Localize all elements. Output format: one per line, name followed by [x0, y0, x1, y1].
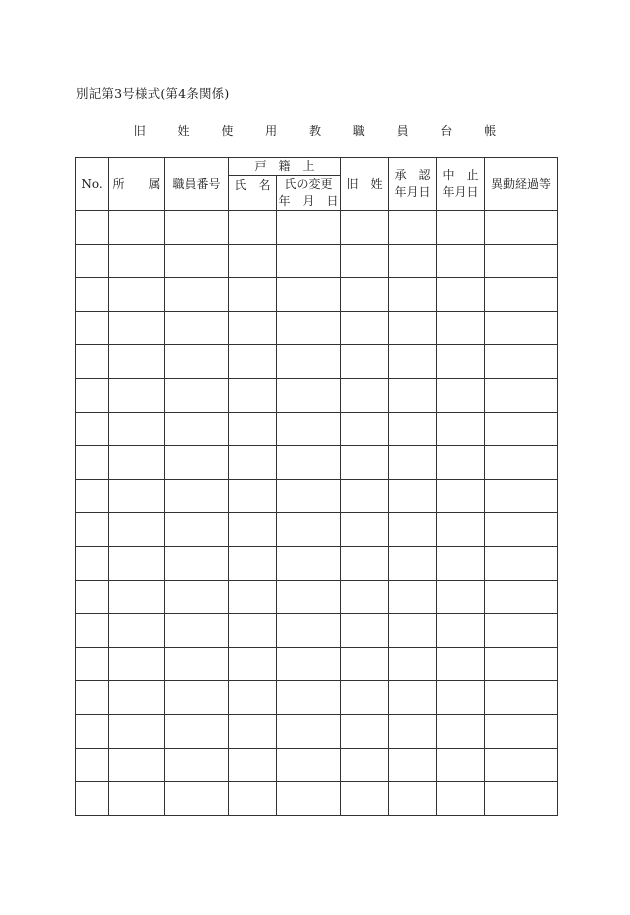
- cell-full-name[interactable]: [229, 580, 277, 614]
- cell-staff-number[interactable]: [165, 211, 229, 245]
- cell-staff-number[interactable]: [165, 446, 229, 480]
- cell-full-name[interactable]: [229, 378, 277, 412]
- header-staff-number: 職員番号: [165, 158, 229, 211]
- cell-department[interactable]: [109, 714, 165, 748]
- cell-no[interactable]: [76, 278, 109, 312]
- cell-former-surname[interactable]: [341, 614, 389, 648]
- cell-former-surname[interactable]: [341, 412, 389, 446]
- cell-discontinued-date[interactable]: [437, 614, 485, 648]
- cell-full-name[interactable]: [229, 647, 277, 681]
- cell-approval-date[interactable]: [389, 580, 437, 614]
- header-full-name: 氏 名: [229, 176, 277, 211]
- cell-discontinued-date[interactable]: [437, 513, 485, 547]
- cell-history[interactable]: [485, 311, 558, 345]
- table-row: [76, 782, 558, 816]
- cell-full-name[interactable]: [229, 513, 277, 547]
- cell-staff-number[interactable]: [165, 278, 229, 312]
- cell-former-surname[interactable]: [341, 479, 389, 513]
- cell-no[interactable]: [76, 580, 109, 614]
- cell-department[interactable]: [109, 513, 165, 547]
- cell-discontinued-date[interactable]: [437, 681, 485, 715]
- cell-staff-number[interactable]: [165, 378, 229, 412]
- cell-full-name[interactable]: [229, 311, 277, 345]
- cell-approval-date[interactable]: [389, 311, 437, 345]
- cell-approval-date[interactable]: [389, 546, 437, 580]
- cell-no[interactable]: [76, 244, 109, 278]
- cell-full-name[interactable]: [229, 412, 277, 446]
- cell-former-surname[interactable]: [341, 345, 389, 379]
- cell-discontinued-date[interactable]: [437, 278, 485, 312]
- cell-staff-number[interactable]: [165, 647, 229, 681]
- cell-discontinued-date[interactable]: [437, 714, 485, 748]
- cell-staff-number[interactable]: [165, 412, 229, 446]
- cell-discontinued-date[interactable]: [437, 782, 485, 816]
- cell-approval-date[interactable]: [389, 378, 437, 412]
- header-no: No.: [76, 158, 109, 211]
- cell-name-change-date[interactable]: [277, 244, 341, 278]
- cell-history[interactable]: [485, 647, 558, 681]
- cell-no[interactable]: [76, 714, 109, 748]
- cell-approval-date[interactable]: [389, 782, 437, 816]
- header-name-change-line1: 氏の変更: [284, 177, 333, 191]
- cell-discontinued-date[interactable]: [437, 211, 485, 245]
- header-discontinued-line2: 年月日: [442, 185, 479, 199]
- cell-approval-date[interactable]: [389, 681, 437, 715]
- cell-history[interactable]: [485, 580, 558, 614]
- cell-discontinued-date[interactable]: [437, 345, 485, 379]
- cell-department[interactable]: [109, 782, 165, 816]
- cell-no[interactable]: [76, 446, 109, 480]
- header-name-change-line2: 年 月 日: [278, 194, 339, 208]
- cell-name-change-date[interactable]: [277, 479, 341, 513]
- cell-discontinued-date[interactable]: [437, 412, 485, 446]
- cell-full-name[interactable]: [229, 345, 277, 379]
- cell-staff-number[interactable]: [165, 614, 229, 648]
- cell-department[interactable]: [109, 748, 165, 782]
- cell-full-name[interactable]: [229, 211, 277, 245]
- cell-name-change-date[interactable]: [277, 412, 341, 446]
- table-row: [76, 681, 558, 715]
- cell-discontinued-date[interactable]: [437, 378, 485, 412]
- cell-department[interactable]: [109, 614, 165, 648]
- cell-department[interactable]: [109, 311, 165, 345]
- cell-discontinued-date[interactable]: [437, 647, 485, 681]
- cell-no[interactable]: [76, 211, 109, 245]
- cell-staff-number[interactable]: [165, 748, 229, 782]
- cell-former-surname[interactable]: [341, 513, 389, 547]
- cell-name-change-date[interactable]: [277, 278, 341, 312]
- cell-full-name[interactable]: [229, 244, 277, 278]
- cell-no[interactable]: [76, 345, 109, 379]
- cell-history[interactable]: [485, 244, 558, 278]
- cell-name-change-date[interactable]: [277, 614, 341, 648]
- cell-department[interactable]: [109, 546, 165, 580]
- cell-staff-number[interactable]: [165, 546, 229, 580]
- table-row: [76, 546, 558, 580]
- cell-department[interactable]: [109, 412, 165, 446]
- table-row: [76, 580, 558, 614]
- cell-name-change-date[interactable]: [277, 647, 341, 681]
- cell-staff-number[interactable]: [165, 311, 229, 345]
- cell-department[interactable]: [109, 278, 165, 312]
- cell-full-name[interactable]: [229, 446, 277, 480]
- cell-former-surname[interactable]: [341, 714, 389, 748]
- header-former-surname: 旧 姓: [341, 158, 389, 211]
- cell-name-change-date[interactable]: [277, 748, 341, 782]
- cell-department[interactable]: [109, 479, 165, 513]
- cell-former-surname[interactable]: [341, 278, 389, 312]
- table-row: [76, 714, 558, 748]
- cell-full-name[interactable]: [229, 614, 277, 648]
- table-row: [76, 479, 558, 513]
- table-row: [76, 513, 558, 547]
- cell-no[interactable]: [76, 378, 109, 412]
- cell-department[interactable]: [109, 378, 165, 412]
- register-body: [76, 211, 558, 816]
- header-family-register-group: 戸 籍 上: [229, 158, 341, 176]
- cell-former-surname[interactable]: [341, 378, 389, 412]
- table-row: [76, 446, 558, 480]
- cell-staff-number[interactable]: [165, 681, 229, 715]
- cell-approval-date[interactable]: [389, 479, 437, 513]
- cell-approval-date[interactable]: [389, 244, 437, 278]
- cell-department[interactable]: [109, 211, 165, 245]
- cell-former-surname[interactable]: [341, 782, 389, 816]
- cell-history[interactable]: [485, 412, 558, 446]
- cell-former-surname[interactable]: [341, 748, 389, 782]
- cell-former-surname[interactable]: [341, 211, 389, 245]
- cell-no[interactable]: [76, 546, 109, 580]
- cell-history[interactable]: [485, 513, 558, 547]
- cell-history[interactable]: [485, 748, 558, 782]
- header-discontinued-line1: 中 止: [442, 168, 479, 182]
- cell-former-surname[interactable]: [341, 546, 389, 580]
- cell-full-name[interactable]: [229, 782, 277, 816]
- cell-no[interactable]: [76, 479, 109, 513]
- cell-name-change-date[interactable]: [277, 311, 341, 345]
- cell-no[interactable]: [76, 681, 109, 715]
- table-row: [76, 614, 558, 648]
- cell-name-change-date[interactable]: [277, 580, 341, 614]
- cell-former-surname[interactable]: [341, 311, 389, 345]
- cell-department[interactable]: [109, 244, 165, 278]
- header-department: 所 属: [109, 158, 165, 211]
- form-reference: 別記第3号様式(第4条関係): [76, 86, 230, 101]
- table-row: [76, 278, 558, 312]
- cell-former-surname[interactable]: [341, 681, 389, 715]
- cell-no[interactable]: [76, 748, 109, 782]
- cell-no[interactable]: [76, 647, 109, 681]
- cell-full-name[interactable]: [229, 278, 277, 312]
- cell-department[interactable]: [109, 580, 165, 614]
- cell-department[interactable]: [109, 446, 165, 480]
- cell-no[interactable]: [76, 614, 109, 648]
- table-row: [76, 647, 558, 681]
- header-approval-line1: 承 認: [394, 168, 431, 182]
- header-approval-date: [389, 158, 437, 211]
- cell-department[interactable]: [109, 681, 165, 715]
- cell-no[interactable]: [76, 311, 109, 345]
- cell-former-surname[interactable]: [341, 647, 389, 681]
- cell-history[interactable]: [485, 782, 558, 816]
- cell-approval-date[interactable]: [389, 647, 437, 681]
- cell-approval-date[interactable]: [389, 345, 437, 379]
- cell-former-surname[interactable]: [341, 446, 389, 480]
- cell-name-change-date[interactable]: [277, 345, 341, 379]
- cell-staff-number[interactable]: [165, 244, 229, 278]
- cell-discontinued-date[interactable]: [437, 446, 485, 480]
- cell-staff-number[interactable]: [165, 479, 229, 513]
- table-row: [76, 378, 558, 412]
- cell-staff-number[interactable]: [165, 345, 229, 379]
- cell-full-name[interactable]: [229, 748, 277, 782]
- cell-approval-date[interactable]: [389, 278, 437, 312]
- cell-approval-date[interactable]: [389, 714, 437, 748]
- cell-history[interactable]: [485, 446, 558, 480]
- header-discontinued-date: [437, 158, 485, 211]
- cell-discontinued-date[interactable]: [437, 311, 485, 345]
- cell-approval-date[interactable]: [389, 748, 437, 782]
- cell-history[interactable]: [485, 714, 558, 748]
- table-row: [76, 345, 558, 379]
- cell-discontinued-date[interactable]: [437, 244, 485, 278]
- cell-discontinued-date[interactable]: [437, 479, 485, 513]
- cell-name-change-date[interactable]: [277, 378, 341, 412]
- cell-full-name[interactable]: [229, 714, 277, 748]
- cell-history[interactable]: [485, 278, 558, 312]
- cell-former-surname[interactable]: [341, 244, 389, 278]
- cell-name-change-date[interactable]: [277, 546, 341, 580]
- cell-name-change-date[interactable]: [277, 211, 341, 245]
- cell-history[interactable]: [485, 211, 558, 245]
- register-table: [75, 157, 558, 816]
- cell-name-change-date[interactable]: [277, 714, 341, 748]
- cell-approval-date[interactable]: [389, 513, 437, 547]
- cell-department[interactable]: [109, 345, 165, 379]
- cell-full-name[interactable]: [229, 479, 277, 513]
- cell-name-change-date[interactable]: [277, 446, 341, 480]
- table-row: [76, 748, 558, 782]
- cell-no[interactable]: [76, 412, 109, 446]
- header-name-change-date: [277, 176, 341, 211]
- cell-discontinued-date[interactable]: [437, 748, 485, 782]
- table-row: [76, 311, 558, 345]
- cell-staff-number[interactable]: [165, 714, 229, 748]
- cell-former-surname[interactable]: [341, 580, 389, 614]
- cell-full-name[interactable]: [229, 546, 277, 580]
- page-title: 旧 姓 使 用 教 職 員 台 帳: [133, 124, 511, 138]
- cell-history[interactable]: [485, 546, 558, 580]
- cell-department[interactable]: [109, 647, 165, 681]
- cell-no[interactable]: [76, 782, 109, 816]
- cell-history[interactable]: [485, 345, 558, 379]
- cell-name-change-date[interactable]: [277, 782, 341, 816]
- cell-history[interactable]: [485, 378, 558, 412]
- cell-discontinued-date[interactable]: [437, 546, 485, 580]
- cell-name-change-date[interactable]: [277, 681, 341, 715]
- cell-staff-number[interactable]: [165, 580, 229, 614]
- header-history: 異動経過等: [485, 158, 558, 211]
- cell-approval-date[interactable]: [389, 614, 437, 648]
- cell-full-name[interactable]: [229, 681, 277, 715]
- cell-discontinued-date[interactable]: [437, 580, 485, 614]
- table-row: [76, 412, 558, 446]
- cell-history[interactable]: [485, 681, 558, 715]
- cell-approval-date[interactable]: [389, 412, 437, 446]
- cell-history[interactable]: [485, 614, 558, 648]
- cell-staff-number[interactable]: [165, 513, 229, 547]
- cell-staff-number[interactable]: [165, 782, 229, 816]
- cell-name-change-date[interactable]: [277, 513, 341, 547]
- header-approval-line2: 年月日: [394, 185, 431, 199]
- cell-no[interactable]: [76, 513, 109, 547]
- table-row: [76, 244, 558, 278]
- cell-approval-date[interactable]: [389, 211, 437, 245]
- cell-approval-date[interactable]: [389, 446, 437, 480]
- table-row: [76, 211, 558, 245]
- cell-history[interactable]: [485, 479, 558, 513]
